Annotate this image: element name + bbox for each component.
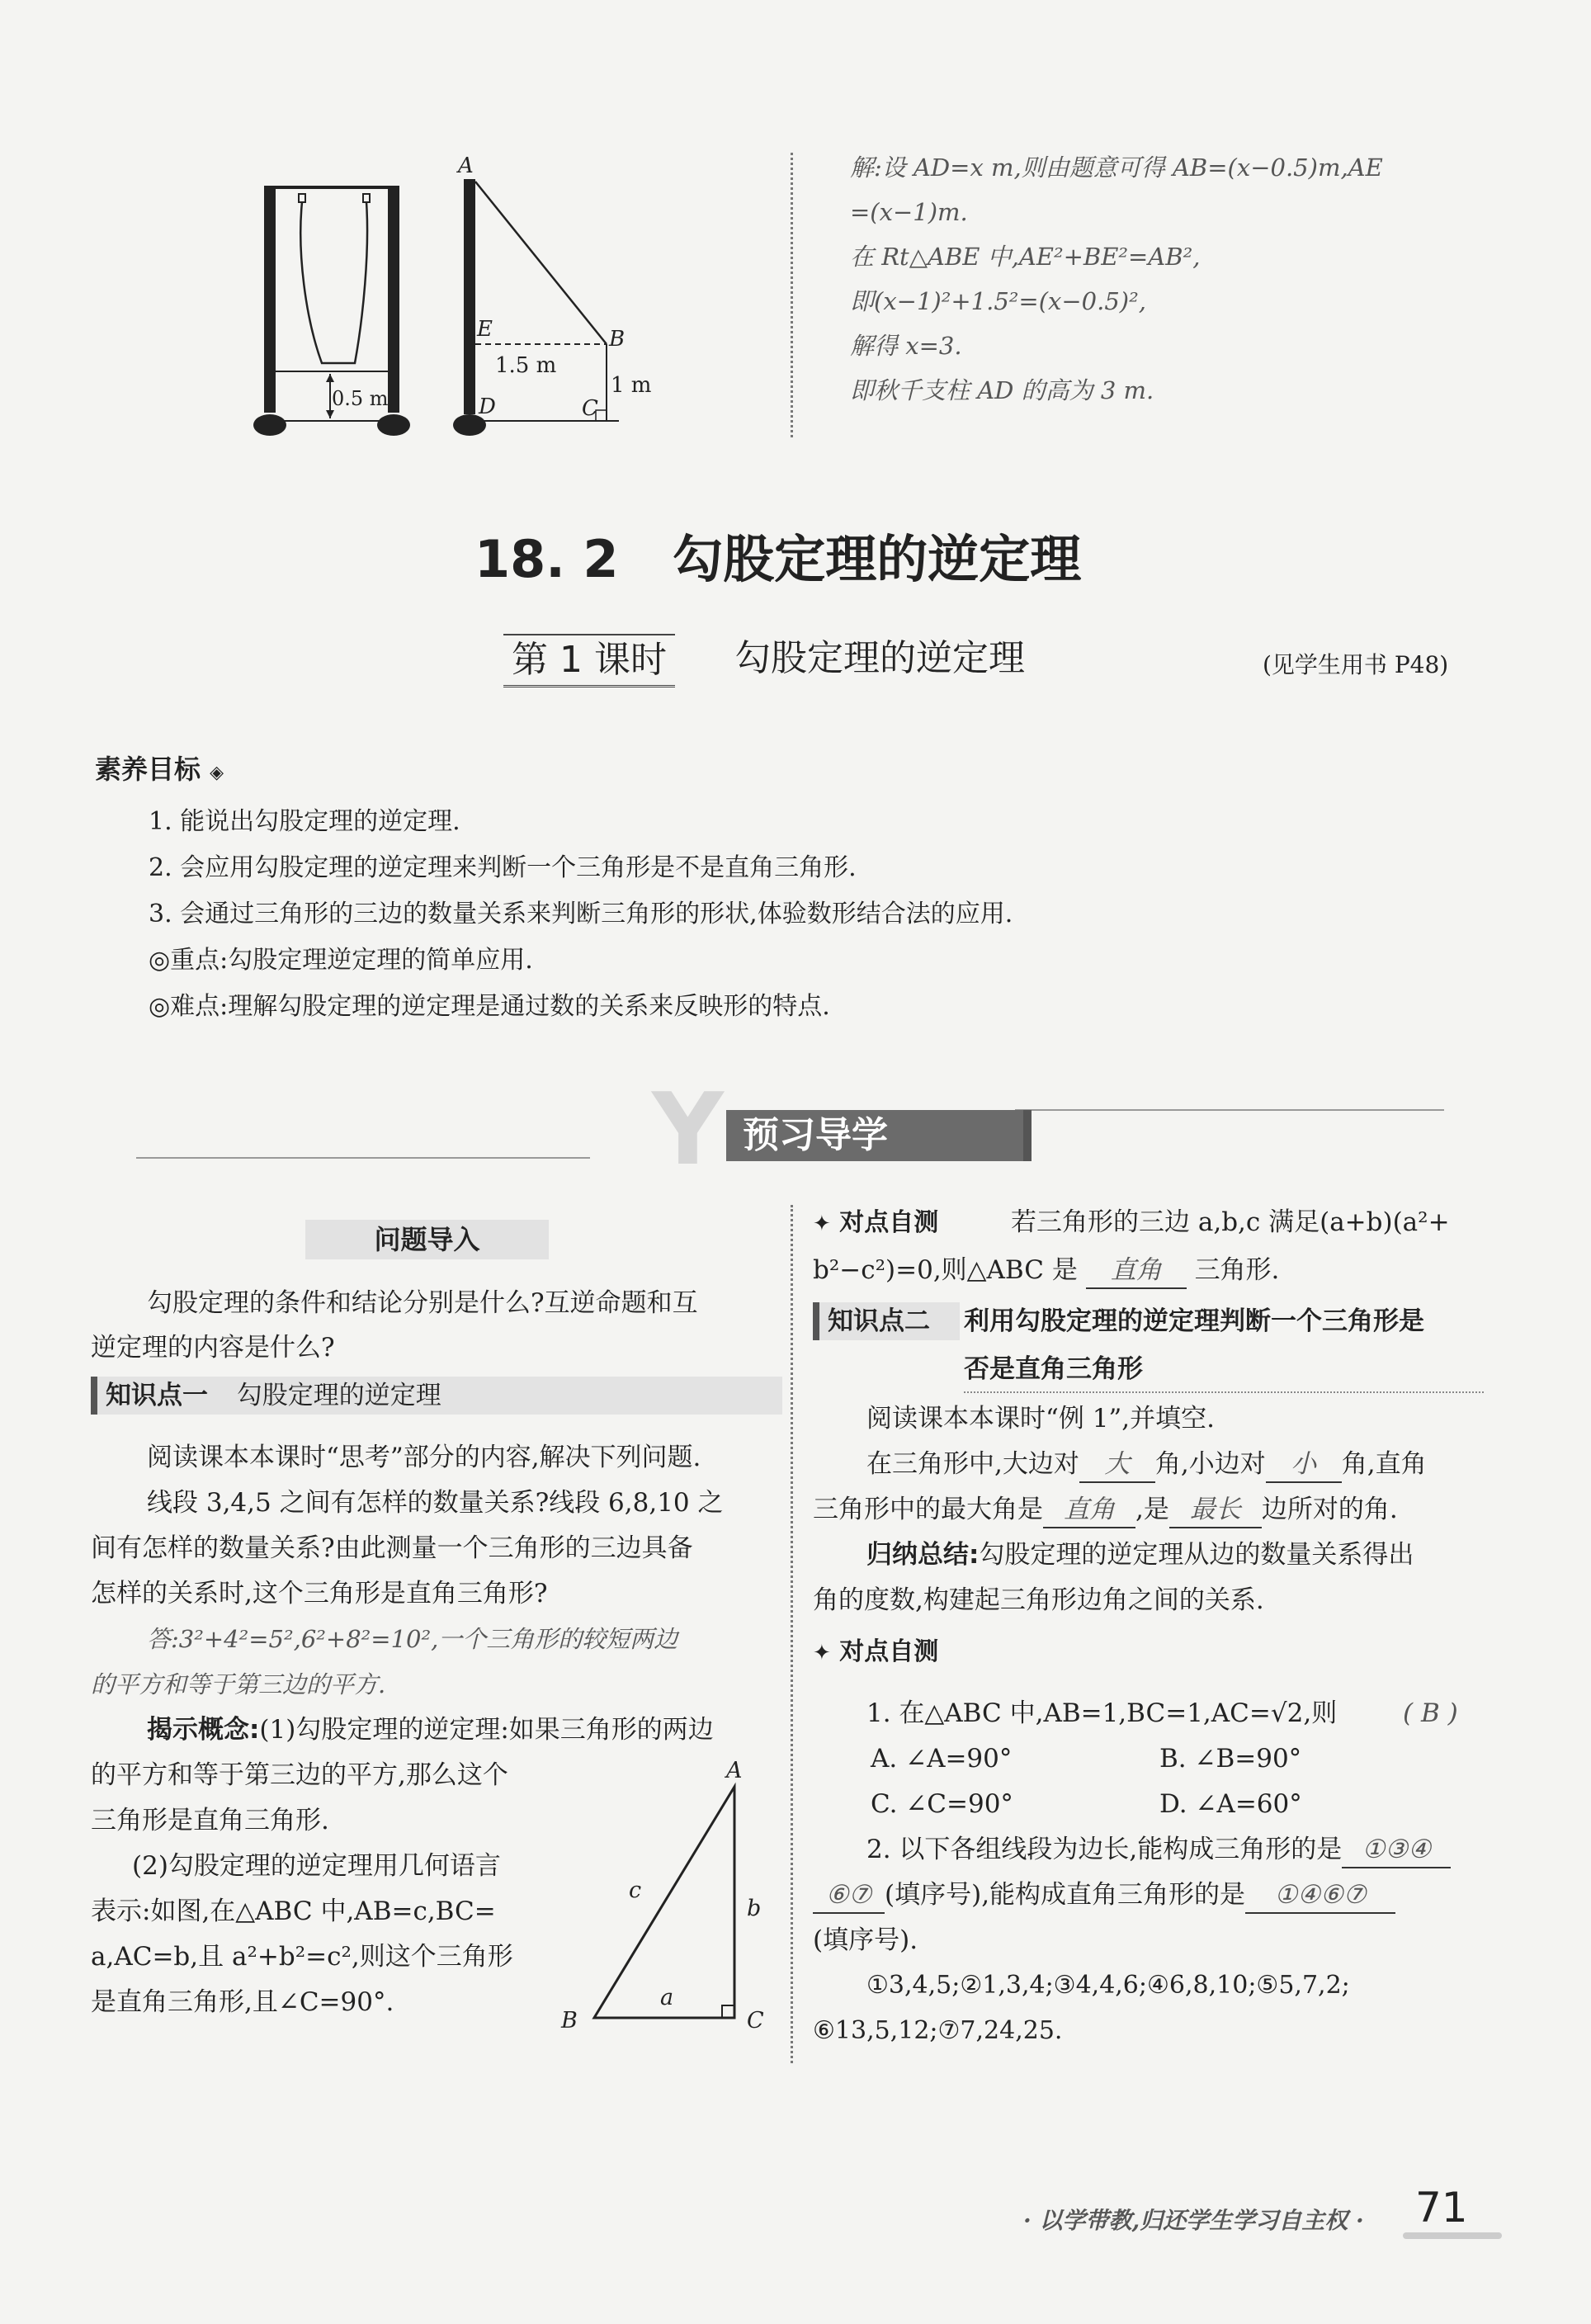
fig-label-A: A [458, 154, 474, 178]
k1-title: 勾股定理的逆定理 [236, 1381, 441, 1410]
fig-dist-15: 1.5 m [495, 353, 557, 378]
lesson-prefix: 第 1 课时 [503, 634, 675, 687]
question-line: 怎样的关系时,这个三角形是直角三角形? [91, 1579, 548, 1608]
summary-text: 勾股定理的逆定理从边的数量关系得出 [979, 1540, 1414, 1570]
knowledge-point-2 [813, 1302, 960, 1340]
section-title: 18. 2 勾股定理的逆定理 [474, 529, 1082, 589]
geo-line: 表示:如图,在△ABC 中,AB=c,BC= [91, 1897, 496, 1926]
tri-label-a: a [660, 1985, 674, 2010]
sc1-line2-pre: b²−c²)=0,则△ABC 是 [813, 1255, 1078, 1285]
goal-item: 1. 能说出勾股定理的逆定理. [149, 807, 460, 836]
question-2-sets-1: ①3,4,5;②1,3,4;③4,4,6;④6,8,10;⑤5,7,2; [866, 1971, 1350, 2000]
reveal-line: 的平方和等于第三边的平方,那么这个 [91, 1760, 508, 1790]
fig-dist-1: 1 m [611, 373, 652, 398]
goals-header-label: 素养目标 [95, 753, 201, 785]
question-2-sets-2: ⑥13,5,12;⑦7,24,25. [813, 2016, 1063, 2045]
problem-header [305, 1220, 549, 1259]
goal-item: 2. 会应用勾股定理的逆定理来判断一个三角形是不是直角三角形. [149, 853, 857, 882]
k2-title-1: 利用勾股定理的逆定理判断一个三角形是 [964, 1306, 1424, 1336]
answer-line: 答:3²+4²=5²,6²+8²=10²,一个三角形的较短两边 [147, 1625, 678, 1653]
k2-underline [964, 1391, 1484, 1393]
star-icon: ✦ [813, 1212, 831, 1236]
goals-header [95, 751, 224, 791]
fill1-pre: 在三角形中,大边对 [866, 1449, 1079, 1479]
option-C: C. ∠C=90° [871, 1789, 1013, 1819]
problem-header-label: 问题导入 [374, 1224, 480, 1255]
question-line: 线段 3,4,5 之间有怎样的数量关系?线段 6,8,10 之 [147, 1488, 724, 1518]
fill2-blank-1: 直角 [1043, 1492, 1135, 1528]
fill2-blank-2: 最长 [1169, 1492, 1262, 1528]
swing-figure [239, 153, 627, 450]
geo-line: (2)勾股定理的逆定理用几何语言 [132, 1851, 501, 1881]
solution-line: 即(x−1)²+1.5²=(x−0.5)², [850, 287, 1146, 315]
question-1: 1. 在△ABC 中,AB=1,BC=1,AC=√2,则 [866, 1698, 1338, 1728]
tri-label-c: c [629, 1878, 642, 1903]
answer-line: 的平方和等于第三边的平方. [91, 1670, 386, 1698]
banner-line-left [136, 1157, 590, 1159]
page-number: 71 [1415, 2184, 1468, 2232]
solution-line: =(x−1)m. [850, 198, 968, 226]
knowledge-point-1 [91, 1377, 782, 1415]
summary-line-1 [866, 1538, 1414, 1572]
top-divider [791, 153, 793, 437]
sc1-line2 [813, 1253, 1279, 1289]
question-2-line-2 [813, 1878, 1395, 1914]
column-divider [791, 1205, 793, 2063]
fig-label-B: B [609, 327, 626, 352]
k1-label: 知识点一 [106, 1381, 208, 1410]
lesson-ref: (见学生用书 P48) [1263, 651, 1449, 678]
reveal-line-1 [147, 1712, 714, 1747]
page-number-bar [1403, 2232, 1502, 2239]
fill-line-2 [813, 1492, 1398, 1528]
star-icon: ✦ [813, 1641, 831, 1665]
fill-line-1 [866, 1447, 1427, 1483]
intro-line: 逆定理的内容是什么? [91, 1333, 335, 1363]
solution-line: 在 Rt△ABE 中,AE²+BE²=AB², [850, 243, 1201, 271]
fig-label-D: D [479, 394, 496, 419]
preview-banner [726, 1110, 1032, 1161]
read-instruction-2: 阅读课本本课时“例 1”,并填空. [866, 1404, 1215, 1434]
tri-label-A: A [726, 1758, 743, 1783]
self-check-label-2: 对点自测 [839, 1637, 939, 1666]
fig-label-E: E [477, 317, 493, 342]
fill1-blank-1: 大 [1079, 1447, 1155, 1483]
reveal-text: (1)勾股定理的逆定理:如果三角形的两边 [259, 1715, 714, 1745]
fill1-post: 角,直角 [1341, 1449, 1427, 1479]
goal-difficult-point: ◎难点:理解勾股定理的逆定理是通过数的关系来反映形的特点. [149, 992, 830, 1021]
tri-label-B: B [561, 2008, 578, 2034]
solution-line: 解:设 AD=x m,则由题意可得 AB=(x−0.5)m,AE [850, 154, 1383, 182]
q2-answer-1a: ①③④ [1342, 1832, 1451, 1868]
read-instruction: 阅读课本本课时“思考”部分的内容,解决下列问题. [147, 1443, 701, 1472]
intro-line: 勾股定理的条件和结论分别是什么?互逆命题和互 [147, 1288, 698, 1318]
goal-key-point: ◎重点:勾股定理逆定理的简单应用. [149, 946, 533, 975]
footer-slogan: · 以学带教,归还学生学习自主权 · [1023, 2207, 1364, 2234]
self-check-tag-1 [813, 1205, 938, 1242]
question-2-line-3: (填序号). [813, 1925, 918, 1955]
solution-line: 即秋千支柱 AD 的高为 3 m. [850, 376, 1154, 404]
fill1-blank-2: 小 [1266, 1447, 1342, 1483]
geo-line: 是直角三角形,且∠C=90°. [91, 1987, 394, 2017]
k2-title-2: 否是直角三角形 [964, 1354, 1143, 1384]
option-B: B. ∠B=90° [1159, 1744, 1302, 1774]
banner-letter-Y: Y [652, 1073, 724, 1188]
sc1-answer-blank: 直角 [1086, 1253, 1187, 1289]
banner-line-right [1015, 1109, 1444, 1111]
k2-label: 知识点二 [828, 1306, 930, 1336]
solution-line: 解得 x=3. [850, 332, 962, 360]
fig-label-C: C [582, 396, 598, 421]
diamond-icon: ◈ [210, 763, 224, 783]
self-check-tag-2 [813, 1634, 938, 1671]
question-1-answer: ( B ) [1403, 1698, 1458, 1728]
sc1-line1: 若三角形的三边 a,b,c 满足(a+b)(a²+ [1011, 1207, 1450, 1237]
option-D: D. ∠A=60° [1159, 1789, 1302, 1819]
summary-line-2: 角的度数,构建起三角形边角之间的关系. [813, 1585, 1264, 1615]
fill1-mid: 角,小边对 [1154, 1449, 1266, 1479]
reveal-line: 三角形是直角三角形. [91, 1806, 329, 1835]
tri-label-b: b [747, 1896, 762, 1921]
q2-answer-2: ①④⑥⑦ [1245, 1878, 1395, 1914]
summary-label: 归纳总结: [866, 1540, 980, 1570]
tri-label-C: C [747, 2008, 764, 2034]
geo-line: a,AC=b,且 a²+b²=c²,则这个三角形 [91, 1942, 513, 1972]
lesson-title: 勾股定理的逆定理 [734, 637, 1025, 679]
reveal-label: 揭示概念: [147, 1715, 260, 1745]
fill2-mid: ,是 [1135, 1495, 1169, 1524]
q2-mid: (填序号),能构成直角三角形的是 [885, 1880, 1246, 1910]
fill2-pre: 三角形中的最大角是 [813, 1495, 1043, 1524]
question-2-line-1 [866, 1832, 1451, 1868]
self-check-label: 对点自测 [839, 1208, 939, 1237]
goal-item: 3. 会通过三角形的三边的数量关系来判断三角形的形状,体验数形结合法的应用. [149, 900, 1013, 928]
preview-banner-label: 预习导学 [743, 1114, 888, 1156]
option-A: A. ∠A=90° [871, 1744, 1013, 1774]
fill2-post: 边所对的角. [1261, 1495, 1398, 1524]
fig-dist-05: 0.5 m [332, 387, 389, 410]
lesson-header [503, 634, 1494, 692]
sc1-line2-post: 三角形. [1194, 1255, 1280, 1285]
q2-answer-1b: ⑥⑦ [813, 1878, 885, 1914]
q2-text: 2. 以下各组线段为边长,能构成三角形的是 [866, 1835, 1343, 1864]
question-line: 间有怎样的数量关系?由此测量一个三角形的三边具备 [91, 1533, 693, 1563]
